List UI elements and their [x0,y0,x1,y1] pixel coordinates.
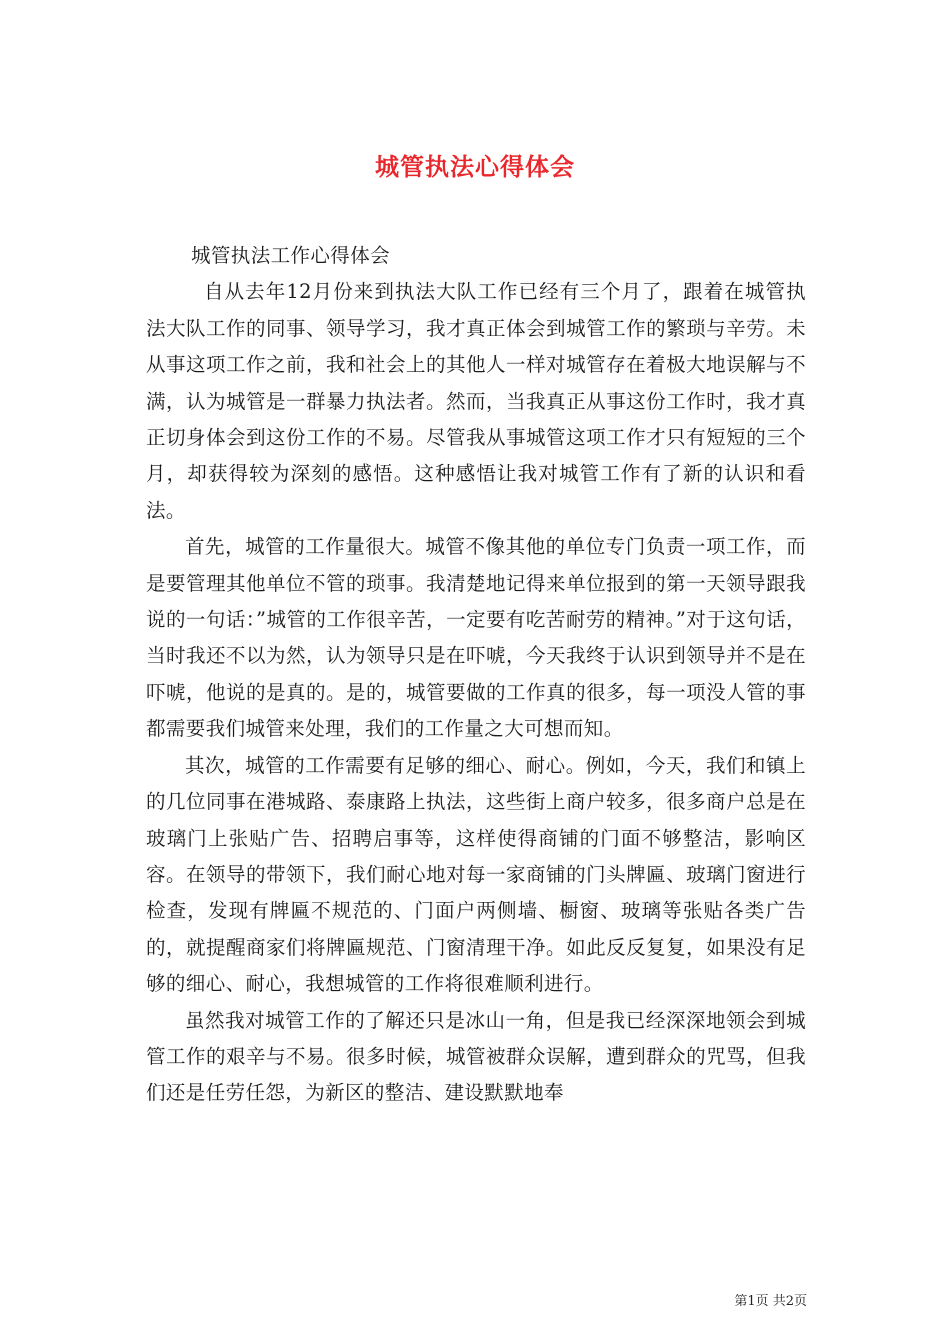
paragraph-1: 自从去年12月份来到执法大队工作已经有三个月了，跟着在城管执法大队工作的同事、领导学习，我才真正体会到城管工作的繁琐与辛劳。未从事这项工作之前，我和社会上的其他人一样对城管存在着极大地误解与不满，认为城管是一群暴力执法者。然而，当我真正从事这份工作时，我才真正切身体会到这份工作的不易。尽管我从事城管这项工作才只有短短的三个月，却获得较为深刻的感悟。这种感悟让我对城管工作有了新的认识和看法。 [146,280,806,522]
page-number-footer: 第1页 共2页 [734,1294,807,1309]
paragraph-3: 其次，城管的工作需要有足够的细心、耐心。例如，今天，我们和镇上的几位同事在港城路、泰康路上执法，这些街上商户较多，很多商户总是在玻璃门上张贴广告、招聘启事等，这样使得商铺的门面不够整洁，影响区容。在领导的带领下，我们耐心地对每一家商铺的门头牌匾、玻璃门窗进行检查，发现有牌匾不规范的、门面户两侧墙、橱窗、玻璃等张贴各类广告的，就提醒商家们将牌匾规范、门窗清理干净。如此反反复复，如果没有足够的细心、耐心，我想城管的工作将很难顺利进行。 [146,753,806,996]
document-title: 城管执法心得体会 [375,152,575,182]
document-body [146,238,806,1112]
paragraph-2: 首先，城管的工作量很大。城管不像其他的单位专门负责一项工作，而是要管理其他单位不管的琐事。我清楚地记得来单位报到的第一天领导跟我说的一句话：”城管的工作很辛苦，一定要有吃苦耐劳的精神。”对于这句话，当时我还不以为然，认为领导只是在吓唬，今天我终于认识到领导并不是在吓唬，他说的是真的。是的，城管要做的工作真的很多，每一项没人管的事都需要我们城管来处理，我们的工作量之大可想而知。 [146,535,806,741]
paragraph-4: 虽然我对城管工作的了解还只是冰山一角，但是我已经深深地领会到城管工作的艰辛与不易。很多时候，城管被群众误解，遭到群众的咒骂，但我们还是任劳任怨，为新区的整洁、建设默默地奉 [146,1008,806,1105]
document-subtitle: 城管执法工作心得体会 [191,244,391,267]
